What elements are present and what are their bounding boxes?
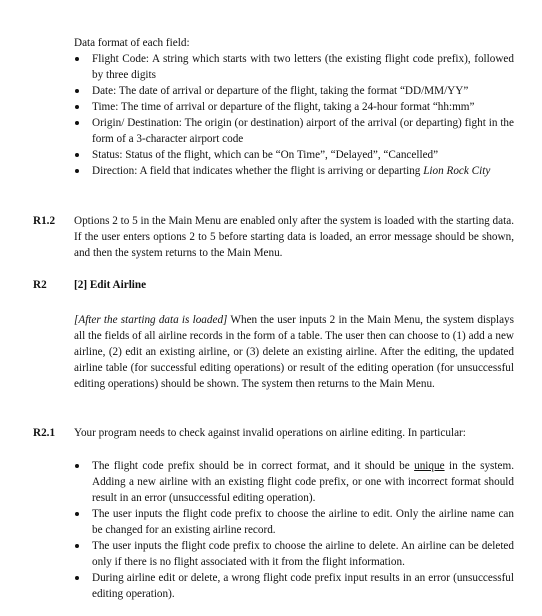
list-item: Date: The date of arrival or departure of the flight, taking the format “DD/MM/YY” — [74, 83, 514, 99]
list-item: Origin/ Destination: The origin (or destination) airport of the arrival (or departing) fight in the form of a 3-character airport code — [74, 115, 514, 147]
data-format-list — [74, 51, 514, 179]
list-item: The user inputs the flight code prefix to choose the airline to edit. Only the airline name can be changed for an existing airline record. — [74, 506, 514, 538]
data-format-heading: Data format of each field: — [74, 37, 190, 49]
list-item — [74, 163, 514, 179]
list-item: The flight code prefix should be in correct format, and it should be unique in the system. Adding a new airline with an existing flight code prefix, or one with incorrect format should result in an error (unsuccessful editing operation). — [74, 458, 514, 506]
list-item: During airline edit or delete, a wrong flight code prefix input results in an error (unsuccessful editing operation). — [74, 570, 514, 602]
direction-city: Lion Rock City — [423, 165, 491, 177]
section-number: R2 — [33, 279, 47, 291]
r2-paragraph — [74, 312, 514, 392]
list-item: The user inputs the flight code prefix to choose the airline to delete. An airline can be deleted only if there is no flight associated with it from the flight information. — [74, 538, 514, 570]
list-item: Flight Code: A string which starts with two letters (the existing flight code prefix), followed by three digits — [74, 51, 514, 83]
r2-1-section — [74, 458, 514, 602]
data-format-section — [74, 35, 514, 179]
section-title: [2] Edit Airline — [74, 279, 147, 291]
unique-text: unique — [414, 460, 445, 472]
section-number: R1.2 — [33, 215, 56, 227]
section-number: R2.1 — [33, 427, 56, 439]
list-item: Status: Status of the flight, which can be “On Time”, “Delayed”, “Cancelled” — [74, 147, 514, 163]
r2-condition: [After the starting data is loaded] — [74, 314, 228, 326]
r2-text: When the user inputs 2 in the Main Menu, the system displays all the fields of all airline records in the form of a table. The user then can choose to (1) add a new airline, (2) edit an existing airline, or (3) delete an existing airline. After the editing, the updated airline table (for successful editing operations) or result of the editing operation (for unsuccessful editing operations) should be shown. The system then returns to the Main Menu. — [74, 314, 515, 390]
list-item: Time: The time of arrival or departure of the flight, taking a 24-hour format “hh:mm” — [74, 99, 514, 115]
r2-1-list — [74, 458, 514, 602]
r2-1-intro: Your program needs to check against invalid operations on airline editing. In particular: — [74, 427, 466, 439]
r1-2-paragraph: Options 2 to 5 in the Main Menu are enabled only after the system is loaded with the starting data. If the user enters options 2 to 5 before starting data is loaded, an error message should be shown, and then the system returns to the Main Menu. — [74, 215, 514, 259]
direction-text: Direction: A field that indicates whether the flight is arriving or departing — [92, 165, 424, 177]
